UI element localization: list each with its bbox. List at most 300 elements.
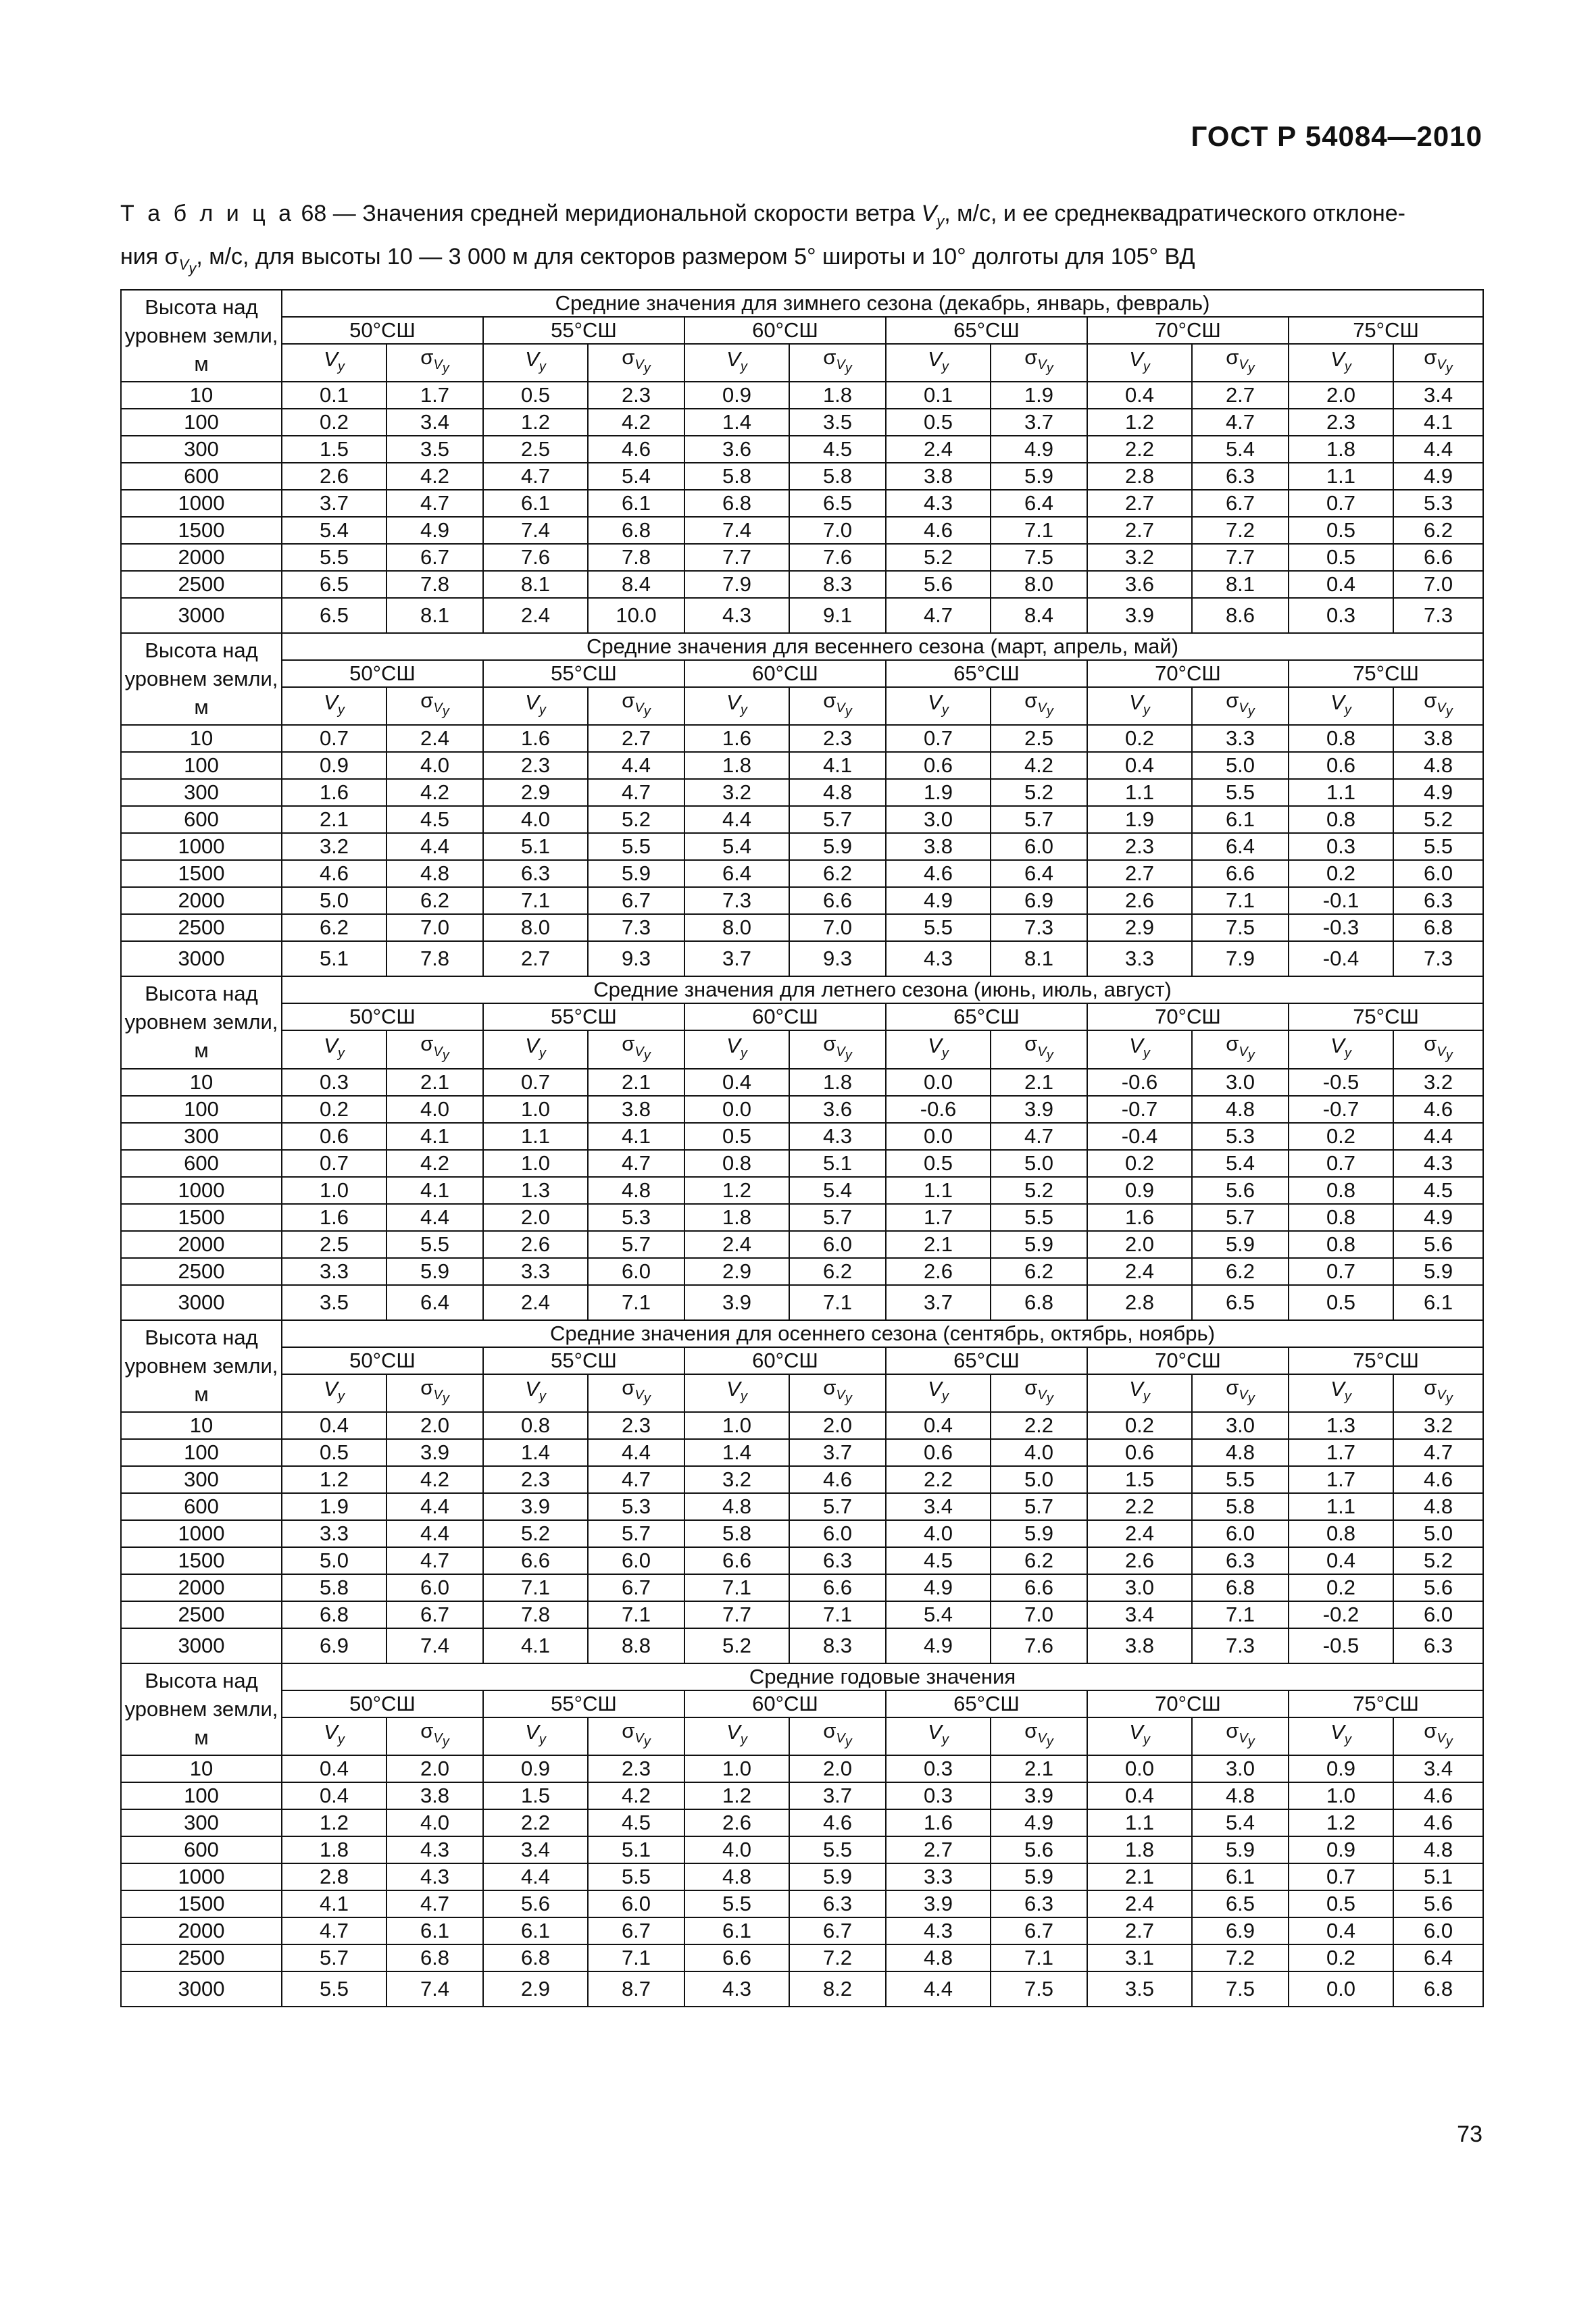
v-value: 6.8 [684, 490, 789, 517]
sigma-value: 7.3 [1192, 1628, 1289, 1663]
sigma-value: 2.2 [991, 1412, 1087, 1439]
sigma-value: 4.3 [386, 1863, 483, 1890]
sigma-column-header: $\sigma_{V_y}$ [1393, 1374, 1483, 1412]
v-value: 0.4 [886, 1412, 991, 1439]
sigma-value: 6.0 [588, 1890, 684, 1917]
sigma-value: 7.3 [1393, 598, 1483, 633]
v-value: 3.9 [684, 1285, 789, 1320]
v-value: 3.5 [282, 1285, 386, 1320]
sigma-value: 4.2 [588, 409, 684, 436]
v-column-header: $V_y$ [1087, 1030, 1192, 1068]
sigma-value: 7.1 [588, 1285, 684, 1320]
v-value: 1.9 [886, 779, 991, 806]
sigma-value: 4.1 [386, 1123, 483, 1150]
sigma-value: 3.7 [789, 1439, 886, 1466]
height-value: 10 [121, 1069, 282, 1096]
latitude-header: 60°СШ [684, 1003, 886, 1030]
sigma-value: 3.9 [991, 1782, 1087, 1809]
sigma-value: 6.8 [588, 517, 684, 544]
sigma-value: 6.0 [1393, 1601, 1483, 1628]
v-value: 1.1 [1087, 779, 1192, 806]
v-value: 0.9 [483, 1755, 588, 1782]
sigma-value: 8.4 [588, 571, 684, 598]
table-row [121, 1755, 1483, 1782]
v-value: 2.2 [1087, 436, 1192, 463]
sigma-value: 6.0 [1393, 1917, 1483, 1944]
sigma-column-header: $\sigma_{V_y}$ [789, 1717, 886, 1755]
sigma-value: 3.4 [1393, 1755, 1483, 1782]
table-row [121, 1231, 1483, 1258]
sigma-value: 4.2 [386, 463, 483, 490]
table-row [121, 1069, 1483, 1096]
sigma-column-header: $\sigma_{V_y}$ [1393, 1030, 1483, 1068]
v-value: 7.1 [483, 887, 588, 914]
v-value: 0.0 [886, 1123, 991, 1150]
v-value: 1.2 [1289, 1809, 1393, 1836]
sigma-value: 9.1 [789, 598, 886, 633]
v-value: 0.7 [886, 725, 991, 752]
sigma-value: 3.6 [789, 1096, 886, 1123]
sigma-value: 6.7 [386, 1601, 483, 1628]
sigma-value: 6.3 [1393, 887, 1483, 914]
height-header: Высота над уровнем земли, м [121, 1320, 282, 1412]
sigma-value: 7.5 [991, 1971, 1087, 2007]
table-row [121, 1971, 1483, 2007]
sigma-value: 7.1 [1192, 887, 1289, 914]
sigma-value: 6.1 [1393, 1285, 1483, 1320]
sigma-value: 6.6 [1393, 544, 1483, 571]
sigma-value: 8.1 [1192, 571, 1289, 598]
v-value: 0.7 [1289, 490, 1393, 517]
sigma-value: 7.4 [386, 1628, 483, 1663]
v-column-header: $V_y$ [886, 1717, 991, 1755]
v-value: 4.3 [886, 1917, 991, 1944]
table-row [121, 752, 1483, 779]
sigma-value: 3.8 [588, 1096, 684, 1123]
v-value: 1.2 [684, 1782, 789, 1809]
v-value: 3.6 [684, 436, 789, 463]
table-row [121, 1466, 1483, 1493]
table-row [121, 598, 1483, 633]
sigma-value: 6.9 [991, 887, 1087, 914]
sigma-value: 6.4 [386, 1285, 483, 1320]
sigma-value: 7.3 [991, 914, 1087, 941]
sigma-value: 6.5 [1192, 1890, 1289, 1917]
sigma-value: 2.0 [386, 1755, 483, 1782]
sigma-value: 3.7 [991, 409, 1087, 436]
v-value: 0.9 [1087, 1177, 1192, 1204]
sigma-column-header: $\sigma_{V_y}$ [991, 1374, 1087, 1412]
sigma-value: 5.9 [1393, 1258, 1483, 1285]
v-value: 4.8 [886, 1944, 991, 1971]
v-value: 6.8 [483, 1944, 588, 1971]
caption-sigma-sub: Vy [178, 255, 197, 276]
sigma-value: 5.7 [789, 806, 886, 833]
v-value: 2.2 [886, 1466, 991, 1493]
v-value: 1.7 [1289, 1466, 1393, 1493]
v-value: 6.5 [282, 571, 386, 598]
sigma-value: 5.3 [588, 1493, 684, 1520]
height-value: 10 [121, 382, 282, 409]
v-value: 3.3 [483, 1258, 588, 1285]
v-value: 0.2 [282, 409, 386, 436]
sigma-value: 5.9 [991, 1231, 1087, 1258]
table-row [121, 860, 1483, 887]
sigma-value: 7.7 [1192, 544, 1289, 571]
sigma-value: 6.6 [991, 1574, 1087, 1601]
height-header: Высота над уровнем земли, м [121, 1663, 282, 1755]
v-value: 0.5 [886, 1150, 991, 1177]
latitude-row [121, 1347, 1483, 1374]
v-value: 1.4 [483, 1439, 588, 1466]
sigma-value: 4.2 [386, 1466, 483, 1493]
height-value: 3000 [121, 1628, 282, 1663]
latitude-header: 75°СШ [1289, 660, 1483, 687]
v-value: 8.0 [483, 914, 588, 941]
v-value: 4.6 [282, 860, 386, 887]
sigma-value: 7.6 [991, 1628, 1087, 1663]
sigma-value: 7.1 [588, 1601, 684, 1628]
sigma-value: 2.3 [789, 725, 886, 752]
v-value: 3.9 [483, 1493, 588, 1520]
latitude-header: 65°СШ [886, 1690, 1087, 1717]
v-value: 4.0 [483, 806, 588, 833]
v-value: 0.0 [1289, 1971, 1393, 2007]
sigma-value: 4.9 [991, 436, 1087, 463]
sigma-value: 6.4 [991, 860, 1087, 887]
section-header-row [121, 976, 1483, 1003]
v-column-header: $V_y$ [483, 1030, 588, 1068]
sigma-value: 5.3 [1393, 490, 1483, 517]
height-value: 600 [121, 1836, 282, 1863]
height-value: 2500 [121, 1601, 282, 1628]
sigma-value: 6.0 [789, 1231, 886, 1258]
v-value: 6.8 [282, 1601, 386, 1628]
v-value: 4.1 [483, 1628, 588, 1663]
sigma-value: 1.9 [991, 382, 1087, 409]
v-value: 1.1 [1289, 1493, 1393, 1520]
sigma-value: 4.8 [1192, 1439, 1289, 1466]
sigma-value: 5.3 [1192, 1123, 1289, 1150]
sigma-value: 6.0 [588, 1258, 684, 1285]
sigma-value: 3.5 [386, 436, 483, 463]
table-row [121, 1177, 1483, 1204]
sigma-value: 8.7 [588, 1971, 684, 2007]
sigma-value: 5.4 [789, 1177, 886, 1204]
sigma-value: 5.2 [588, 806, 684, 833]
sigma-value: 6.1 [1192, 806, 1289, 833]
sigma-value: 6.8 [386, 1944, 483, 1971]
v-value: 3.2 [1087, 544, 1192, 571]
v-value: 6.1 [483, 1917, 588, 1944]
sigma-value: 7.1 [588, 1944, 684, 1971]
v-value: 5.6 [886, 571, 991, 598]
v-value: 6.4 [684, 860, 789, 887]
sigma-column-header: $\sigma_{V_y}$ [588, 687, 684, 725]
sigma-value: 6.8 [1393, 914, 1483, 941]
height-value: 10 [121, 1412, 282, 1439]
v-value: 2.4 [684, 1231, 789, 1258]
height-value: 1500 [121, 1204, 282, 1231]
caption-label: Т а б л и ц а [120, 201, 295, 226]
v-value: 2.6 [684, 1809, 789, 1836]
sigma-value: 6.1 [1192, 1863, 1289, 1890]
v-value: 0.5 [282, 1439, 386, 1466]
v-column-header: $V_y$ [684, 687, 789, 725]
v-value: 6.6 [684, 1944, 789, 1971]
sigma-value: 4.7 [588, 779, 684, 806]
sigma-value: 6.0 [386, 1574, 483, 1601]
v-value: 4.3 [684, 1971, 789, 2007]
v-value: 2.6 [282, 463, 386, 490]
sigma-column-header: $\sigma_{V_y}$ [1192, 1717, 1289, 1755]
sigma-value: 2.1 [588, 1069, 684, 1096]
sigma-column-header: $\sigma_{V_y}$ [991, 1717, 1087, 1755]
v-value: 1.6 [282, 779, 386, 806]
sigma-value: 2.0 [789, 1412, 886, 1439]
sigma-value: 5.0 [991, 1150, 1087, 1177]
sigma-value: 5.2 [1393, 806, 1483, 833]
v-value: -0.4 [1087, 1123, 1192, 1150]
v-value: 3.9 [886, 1890, 991, 1917]
v-value: 0.8 [1289, 1177, 1393, 1204]
v-value: 4.3 [886, 490, 991, 517]
sigma-value: 7.5 [1192, 914, 1289, 941]
v-value: 5.4 [282, 517, 386, 544]
sigma-value: 4.7 [588, 1466, 684, 1493]
v-value: -0.6 [1087, 1069, 1192, 1096]
table-row [121, 725, 1483, 752]
sigma-value: 7.1 [789, 1601, 886, 1628]
sigma-value: 4.5 [588, 1809, 684, 1836]
v-value: 0.5 [886, 409, 991, 436]
table-row [121, 571, 1483, 598]
page-number: 73 [1457, 2121, 1482, 2147]
v-value: 4.0 [684, 1836, 789, 1863]
v-value: 0.4 [282, 1755, 386, 1782]
latitude-header: 50°СШ [282, 1347, 483, 1374]
v-value: 0.1 [282, 382, 386, 409]
v-value: 4.7 [282, 1917, 386, 1944]
sigma-value: 5.9 [789, 833, 886, 860]
v-column-header: $V_y$ [684, 1374, 789, 1412]
table-row [121, 1547, 1483, 1574]
v-value: 1.8 [684, 1204, 789, 1231]
sigma-value: 7.0 [789, 517, 886, 544]
v-value: 1.6 [1087, 1204, 1192, 1231]
sigma-value: 4.3 [386, 1836, 483, 1863]
sigma-value: 5.9 [789, 1863, 886, 1890]
height-value: 2000 [121, 544, 282, 571]
sigma-column-header: $\sigma_{V_y}$ [588, 1374, 684, 1412]
v-column-header: $V_y$ [1087, 687, 1192, 725]
v-column-header: $V_y$ [1289, 1374, 1393, 1412]
sigma-value: 4.9 [1393, 463, 1483, 490]
sigma-value: 5.1 [588, 1836, 684, 1863]
sigma-value: 4.6 [789, 1466, 886, 1493]
height-value: 2500 [121, 1258, 282, 1285]
v-value: 4.1 [282, 1890, 386, 1917]
table-caption [120, 196, 1482, 286]
v-value: 0.9 [1289, 1836, 1393, 1863]
v-value: 6.1 [684, 1917, 789, 1944]
height-value: 2500 [121, 914, 282, 941]
sigma-value: 4.6 [1393, 1096, 1483, 1123]
sigma-value: 4.8 [386, 860, 483, 887]
v-value: -0.5 [1289, 1069, 1393, 1096]
sigma-value: 5.0 [1192, 752, 1289, 779]
sigma-column-header: $\sigma_{V_y}$ [386, 1374, 483, 1412]
v-column-header: $V_y$ [483, 1717, 588, 1755]
v-value: 2.7 [1087, 517, 1192, 544]
v-value: -0.7 [1087, 1096, 1192, 1123]
sigma-value: 4.4 [588, 1439, 684, 1466]
table-row [121, 1439, 1483, 1466]
v-column-header: $V_y$ [886, 1030, 991, 1068]
sigma-column-header: $\sigma_{V_y}$ [1393, 344, 1483, 382]
v-column-header: $V_y$ [684, 1717, 789, 1755]
sigma-value: 4.4 [1393, 436, 1483, 463]
section-header-row [121, 633, 1483, 660]
v-value: 2.2 [1087, 1493, 1192, 1520]
height-value: 1000 [121, 490, 282, 517]
caption-text-2b: , м/с, для высоты 10 — 3 000 м для секторов размером 5° широты и 10° долготы для 105° ВД [196, 243, 1195, 270]
caption-text-1b: , м/с, и ее среднеквадратического отклоне- [944, 201, 1406, 226]
v-value: 0.5 [483, 382, 588, 409]
v-value: 6.9 [282, 1628, 386, 1663]
sigma-value: 3.8 [1393, 725, 1483, 752]
sigma-column-header: $\sigma_{V_y}$ [386, 1717, 483, 1755]
v-column-header: $V_y$ [886, 344, 991, 382]
v-value: 5.5 [282, 1971, 386, 2007]
v-value: 1.3 [1289, 1412, 1393, 1439]
sigma-value: 4.6 [588, 436, 684, 463]
v-value: 5.2 [684, 1628, 789, 1663]
latitude-header: 55°СШ [483, 1347, 684, 1374]
sigma-value: 2.3 [588, 382, 684, 409]
sigma-value: 6.2 [991, 1547, 1087, 1574]
sigma-value: 5.9 [386, 1258, 483, 1285]
sigma-value: 6.1 [588, 490, 684, 517]
sigma-value: 3.4 [1393, 382, 1483, 409]
v-value: 5.8 [282, 1574, 386, 1601]
v-column-header: $V_y$ [1087, 1717, 1192, 1755]
sigma-value: 5.6 [1192, 1177, 1289, 1204]
sigma-value: 8.8 [588, 1628, 684, 1663]
v-value: 1.5 [282, 436, 386, 463]
sigma-value: 3.9 [386, 1439, 483, 1466]
height-value: 100 [121, 1782, 282, 1809]
v-column-header: $V_y$ [684, 344, 789, 382]
sigma-value: 5.1 [1393, 1863, 1483, 1890]
latitude-header: 70°СШ [1087, 660, 1289, 687]
sigma-value: 5.0 [1393, 1520, 1483, 1547]
v-column-header: $V_y$ [282, 344, 386, 382]
sigma-value: 4.8 [1393, 1836, 1483, 1863]
sigma-value: 6.4 [1192, 833, 1289, 860]
sigma-value: 8.1 [386, 598, 483, 633]
sigma-value: 6.0 [789, 1520, 886, 1547]
sigma-value: 5.7 [588, 1231, 684, 1258]
table-row [121, 833, 1483, 860]
v-value: 0.2 [1289, 1123, 1393, 1150]
sigma-value: 8.4 [991, 598, 1087, 633]
v-value: 1.6 [886, 1809, 991, 1836]
v-value: 1.2 [684, 1177, 789, 1204]
sigma-value: 6.5 [789, 490, 886, 517]
v-value: 2.4 [483, 598, 588, 633]
v-value: 1.4 [684, 1439, 789, 1466]
v-value: 2.1 [282, 806, 386, 833]
v-value: 0.7 [282, 1150, 386, 1177]
sigma-value: 5.5 [789, 1836, 886, 1863]
sigma-value: 4.3 [1393, 1150, 1483, 1177]
v-value: 2.0 [1289, 382, 1393, 409]
sigma-value: 4.8 [1192, 1782, 1289, 1809]
sigma-value: 4.7 [588, 1150, 684, 1177]
sigma-column-header: $\sigma_{V_y}$ [789, 1030, 886, 1068]
season-title: Средние значения для летнего сезона (июнь, июль, август) [282, 976, 1483, 1003]
table-row [121, 1412, 1483, 1439]
sigma-value: 6.3 [789, 1890, 886, 1917]
sigma-value: 5.5 [1192, 1466, 1289, 1493]
v-value: 5.5 [684, 1890, 789, 1917]
sigma-value: 5.4 [1192, 436, 1289, 463]
v-column-header: $V_y$ [1289, 1717, 1393, 1755]
sigma-value: 4.0 [386, 752, 483, 779]
v-value: 1.0 [282, 1177, 386, 1204]
season-title: Средние значения для весеннего сезона (март, апрель, май) [282, 633, 1483, 660]
v-value: 1.4 [684, 409, 789, 436]
sigma-value: 6.3 [1192, 463, 1289, 490]
v-value: 4.5 [886, 1547, 991, 1574]
v-value: 3.4 [1087, 1601, 1192, 1628]
v-column-header: $V_y$ [483, 1374, 588, 1412]
height-value: 100 [121, 752, 282, 779]
latitude-header: 75°СШ [1289, 1690, 1483, 1717]
height-header: Высота над уровнем земли, м [121, 290, 282, 382]
sigma-value: 4.1 [588, 1123, 684, 1150]
latitude-header: 50°СШ [282, 1690, 483, 1717]
sigma-column-header: $\sigma_{V_y}$ [588, 344, 684, 382]
sigma-value: 5.6 [1393, 1231, 1483, 1258]
sigma-value: 5.0 [991, 1466, 1087, 1493]
v-value: 2.7 [1087, 860, 1192, 887]
sigma-value: 7.4 [386, 1971, 483, 2007]
height-value: 1500 [121, 1890, 282, 1917]
sigma-value: 7.1 [1192, 1601, 1289, 1628]
v-value: 4.8 [684, 1863, 789, 1890]
sigma-value: 7.2 [1192, 517, 1289, 544]
table-row [121, 1096, 1483, 1123]
sigma-value: 4.6 [1393, 1782, 1483, 1809]
sigma-value: 3.0 [1192, 1069, 1289, 1096]
v-value: 3.3 [282, 1520, 386, 1547]
v-value: 5.1 [282, 941, 386, 976]
table-row [121, 517, 1483, 544]
sigma-column-header: $\sigma_{V_y}$ [1192, 687, 1289, 725]
sigma-value: 5.9 [991, 1520, 1087, 1547]
v-value: 7.7 [684, 544, 789, 571]
sigma-column-header: $\sigma_{V_y}$ [1393, 1717, 1483, 1755]
v-value: 8.0 [684, 914, 789, 941]
v-column-header: $V_y$ [886, 687, 991, 725]
sigma-value: 3.5 [789, 409, 886, 436]
sigma-value: 3.2 [1393, 1069, 1483, 1096]
sigma-column-header: $\sigma_{V_y}$ [588, 1030, 684, 1068]
v-value: 5.0 [282, 887, 386, 914]
v-value: 2.9 [483, 779, 588, 806]
